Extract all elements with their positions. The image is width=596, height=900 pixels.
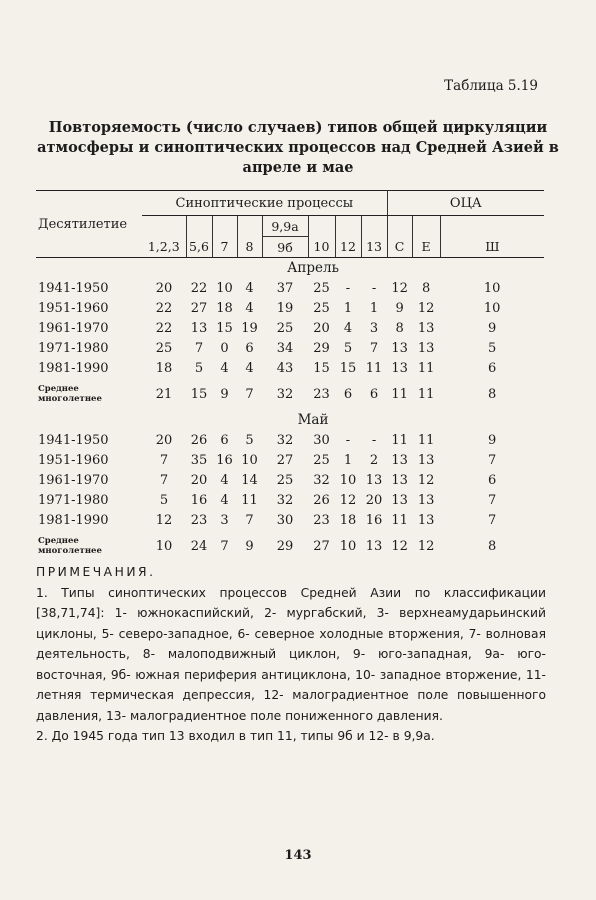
table-cell: 0 (220, 340, 229, 356)
table-cell: 12 (391, 280, 408, 296)
table-cell: 3 (369, 320, 379, 336)
section-spacer (36, 258, 142, 279)
table-cell: 5 (194, 360, 204, 376)
table-cell: 11 (417, 360, 435, 376)
notes-heading: ПРИМЕЧАНИЯ. (36, 565, 156, 579)
table-cell: 22 (155, 320, 173, 336)
table-row (36, 338, 544, 358)
col-header (186, 216, 212, 237)
table-cell: 5 (343, 340, 353, 356)
table-cell: 4 (343, 320, 353, 336)
table-cell: - (345, 280, 351, 296)
col-header: 1,2,3 (142, 237, 186, 258)
section-row (36, 410, 544, 430)
table-title: Повторяемость (число случаев) типов общей циркуляции атмосферы и синоптических процессов над Средней Азией в апреле и мае (37, 119, 559, 176)
table-cell: 12 (155, 512, 173, 528)
table-cell: 13 (365, 472, 383, 488)
synoptic-header: Синоптические процессы (142, 191, 387, 216)
table-cell: 10 (216, 280, 233, 296)
average-cell: 7 (220, 538, 229, 554)
table-cell: 23 (190, 512, 208, 528)
table-cell: 30 (276, 512, 294, 528)
table-row (36, 358, 544, 378)
col-header: 12 (335, 237, 361, 258)
table-cell: 13 (417, 320, 435, 336)
col-header (387, 216, 412, 237)
average-cell: 27 (313, 538, 330, 554)
notes (36, 562, 546, 747)
table-cell: 25 (155, 340, 173, 356)
average-cell: 15 (190, 386, 208, 402)
table-cell: 6 (487, 472, 497, 488)
table-cell: 13 (391, 360, 408, 376)
average-cell: 10 (155, 538, 173, 554)
table-cell: 20 (155, 432, 173, 448)
table-cell: 4 (245, 300, 254, 316)
table-cell: 22 (155, 300, 173, 316)
table-cell: 43 (276, 360, 294, 376)
table-cell: - (371, 432, 377, 448)
table-cell: 16 (365, 512, 383, 528)
decade-label: 1961-1970 (38, 472, 109, 488)
decade-label: 1941-1950 (38, 432, 109, 448)
col-header (212, 216, 237, 237)
table-cell: 32 (313, 472, 330, 488)
table-cell: 15 (339, 360, 357, 376)
table-cell: 4 (220, 492, 229, 508)
table-cell: 9 (395, 300, 404, 316)
table-cell: 27 (190, 300, 208, 316)
table-cell: 11 (241, 492, 258, 508)
average-label: Среднее многолетнее (38, 536, 102, 556)
table-cell: 11 (365, 360, 383, 376)
table-header (36, 191, 544, 258)
table-cell: 10 (241, 452, 258, 468)
decade-header: Десятилетие (36, 191, 142, 258)
decade-label: 1961-1970 (38, 320, 109, 336)
note-item: 1. Типы синоптических процессов Средней Азии по классификации [38,71,74]: 1- южнокаспийский, 2- мургабский, 3- верхнеамударьинский циклоны, 5- северо-западное, 6- северное холодные вторжения, 7- волновая деятельность, 8- малоподвижный циклон, 9- юго-западная, 9а- юго-восточная, 9б- южная периферия антициклона, 10- западное вторжение, 11- летняя термическая депрессия, 12- малоградиентное поле повышенного давления, 13- малоградиентное поле пониженного давления. (36, 585, 546, 723)
table-cell: 25 (313, 280, 330, 296)
col-header (412, 216, 440, 237)
col-header (237, 216, 262, 237)
table-row (36, 450, 544, 470)
table-cell: 11 (417, 432, 435, 448)
table-cell: 8 (421, 280, 431, 296)
table-row (36, 470, 544, 490)
col-header-9-9a: 9,9а (262, 216, 308, 237)
table-cell: 18 (155, 360, 173, 376)
col-header: С (387, 237, 412, 258)
average-cell: 23 (313, 386, 330, 402)
table-cell: 19 (241, 320, 258, 336)
table-cell: 1 (369, 300, 379, 316)
average-label: Среднее многолетнее (38, 384, 102, 404)
average-cell: 11 (417, 386, 435, 402)
table-cell: 5 (245, 432, 254, 448)
col-header: 5,6 (186, 237, 212, 258)
table-cell: 3 (220, 512, 229, 528)
average-cell: 9 (220, 386, 229, 402)
table-cell: 25 (313, 300, 330, 316)
table-cell: 32 (276, 432, 294, 448)
average-cell: 11 (391, 386, 408, 402)
decade-label: 1981-1990 (38, 512, 109, 528)
table-cell: 7 (159, 472, 169, 488)
average-cell: 21 (155, 386, 173, 402)
table-cell: 20 (190, 472, 208, 488)
table-cell: 18 (339, 512, 357, 528)
table-cell: 22 (190, 280, 208, 296)
table-cell: 35 (190, 452, 208, 468)
table-cell: 25 (276, 472, 294, 488)
table-cell: 7 (487, 512, 497, 528)
table-cell: 7 (159, 452, 169, 468)
table-cell: 13 (391, 472, 408, 488)
average-cell: 6 (369, 386, 379, 402)
table-cell: 10 (483, 300, 501, 316)
table-cell: 4 (245, 280, 254, 296)
table-cell: 8 (395, 320, 404, 336)
table-cell: 13 (190, 320, 208, 336)
col-header: 10 (308, 237, 335, 258)
table-cell: 13 (417, 492, 435, 508)
table-cell: 6 (220, 432, 229, 448)
table-cell: - (345, 432, 351, 448)
average-cell: 12 (391, 538, 408, 554)
table-cell: 16 (216, 452, 233, 468)
table-cell: 1 (343, 452, 353, 468)
table-cell: 10 (339, 472, 357, 488)
table-cell: 12 (417, 472, 435, 488)
table-cell: 7 (487, 452, 497, 468)
table-cell: 7 (369, 340, 379, 356)
table-cell: 27 (276, 452, 294, 468)
table-cell: 29 (313, 340, 330, 356)
col-header (361, 216, 387, 237)
table-cell: 25 (313, 452, 330, 468)
table-cell: 20 (155, 280, 173, 296)
average-row (36, 530, 544, 562)
col-header (440, 216, 544, 237)
table-cell: 13 (417, 452, 435, 468)
table-cell: 13 (391, 492, 408, 508)
table-cell: 11 (391, 432, 408, 448)
average-cell: 8 (487, 538, 497, 554)
table-row (36, 430, 544, 450)
table-cell: 30 (313, 432, 330, 448)
table-cell: 5 (487, 340, 497, 356)
table-cell: 15 (313, 360, 330, 376)
average-cell: 6 (343, 386, 353, 402)
section-label: Апрель (287, 260, 339, 276)
note-item: 2. До 1945 года тип 13 входил в тип 11, типы 9б и 12- в 9,9а. (36, 729, 435, 743)
col-header-9b: 9б (262, 237, 308, 258)
col-header (142, 216, 186, 237)
table-cell: 4 (245, 360, 254, 376)
table-cell: - (371, 280, 377, 296)
circulation-table (36, 190, 544, 562)
table-cell: 18 (216, 300, 233, 316)
table-cell: 4 (220, 360, 229, 376)
table-cell: 13 (391, 340, 408, 356)
section-spacer (36, 410, 142, 430)
table-cell: 7 (487, 492, 497, 508)
col-header: 7 (212, 237, 237, 258)
table-cell: 16 (190, 492, 208, 508)
average-cell: 10 (339, 538, 357, 554)
table-cell: 12 (417, 300, 435, 316)
table-cell: 20 (365, 492, 383, 508)
table-cell: 26 (190, 432, 208, 448)
table-cell: 12 (339, 492, 357, 508)
table-cell: 5 (159, 492, 169, 508)
table-cell: 7 (194, 340, 204, 356)
ocz-header: ОЦА (387, 191, 544, 216)
average-cell: 24 (190, 538, 208, 554)
table-cell: 10 (483, 280, 501, 296)
average-cell: 32 (276, 386, 294, 402)
table-row (36, 510, 544, 530)
decade-label: 1981-1990 (38, 360, 109, 376)
table-cell: 4 (220, 472, 229, 488)
table-cell: 7 (245, 512, 254, 528)
table-row (36, 490, 544, 510)
decade-label: 1971-1980 (38, 492, 109, 508)
table-cell: 26 (313, 492, 330, 508)
table-cell: 9 (487, 320, 497, 336)
table-number: Таблица 5.19 (444, 78, 538, 94)
table-cell: 11 (391, 512, 408, 528)
table-cell: 20 (313, 320, 330, 336)
col-header (335, 216, 361, 237)
table-row (36, 278, 544, 298)
section-label: Май (297, 412, 329, 428)
table-cell: 15 (216, 320, 233, 336)
section-row (36, 258, 544, 279)
table-row (36, 318, 544, 338)
table-cell: 1 (343, 300, 353, 316)
average-cell: 8 (487, 386, 497, 402)
col-header: Е (412, 237, 440, 258)
table-cell: 14 (241, 472, 258, 488)
decade-label: 1951-1960 (38, 452, 109, 468)
table-cell: 37 (276, 280, 294, 296)
col-header (308, 216, 335, 237)
average-cell: 29 (276, 538, 294, 554)
decade-label: 1971-1980 (38, 340, 109, 356)
table-row (36, 298, 544, 318)
decade-label: 1941-1950 (38, 280, 109, 296)
average-cell: 7 (245, 386, 254, 402)
col-header: 8 (237, 237, 262, 258)
page-number: 143 (284, 848, 312, 863)
table-cell: 19 (276, 300, 294, 316)
table-cell: 13 (417, 340, 435, 356)
table-cell: 23 (313, 512, 330, 528)
table-cell: 9 (487, 432, 497, 448)
table-cell: 6 (487, 360, 497, 376)
decade-label: 1951-1960 (38, 300, 109, 316)
average-row (36, 378, 544, 410)
average-cell: 13 (365, 538, 383, 554)
table-cell: 13 (417, 512, 435, 528)
average-cell: 9 (245, 538, 254, 554)
table-cell: 34 (276, 340, 294, 356)
col-header: 13 (361, 237, 387, 258)
table-cell: 32 (276, 492, 294, 508)
table-cell: 2 (369, 452, 379, 468)
table-body (36, 258, 544, 563)
table-cell: 13 (391, 452, 408, 468)
average-cell: 12 (417, 538, 435, 554)
col-header: Ш (440, 237, 544, 258)
table-cell: 25 (276, 320, 294, 336)
table-cell: 6 (245, 340, 254, 356)
